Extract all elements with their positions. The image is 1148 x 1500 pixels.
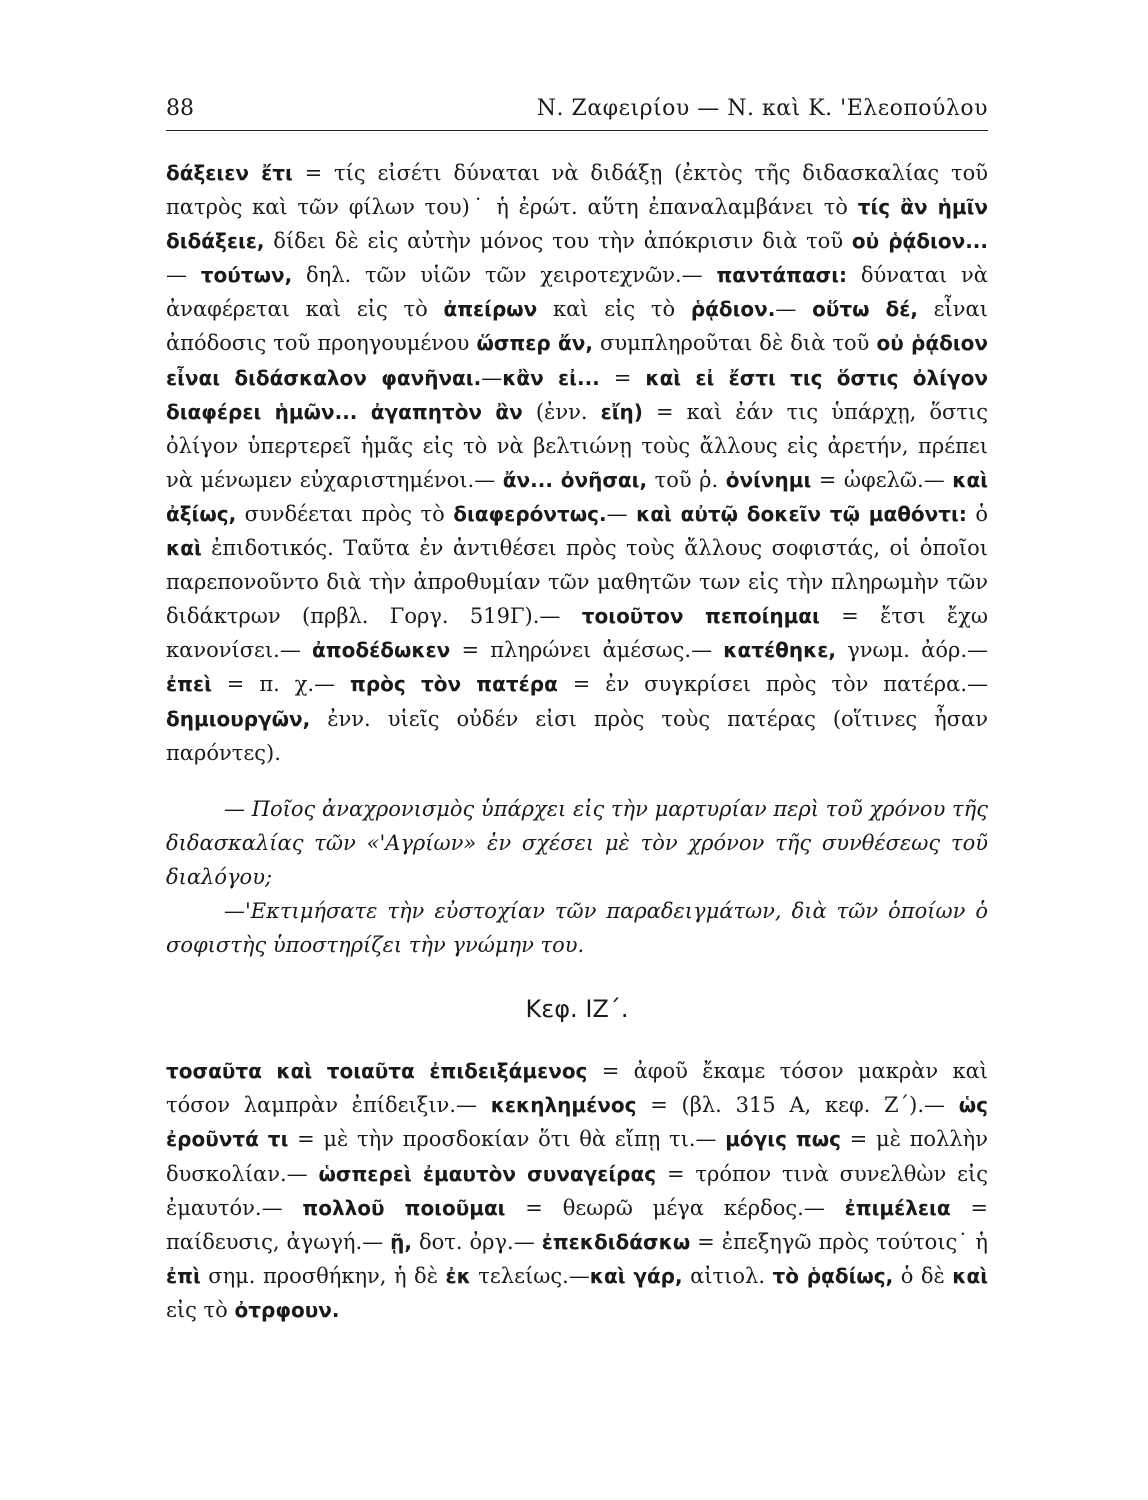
question-1: — Ποῖος ἀναχρονισμὸς ὑπάρχει εἰς τὴν μαρτυρίαν περὶ τοῦ χρόνου τῆς διδασκαλίας τῶν «'Αγρίων» ἐν σχέσει μὲ τὸν χρόνον τῆς συνθέσεως τοῦ διαλόγου; [166, 796, 988, 889]
commentary-paragraph-1 [166, 156, 988, 770]
page-body [166, 156, 988, 1327]
gloss-text: δοτ. ὀργ.— [411, 1229, 542, 1254]
gloss-text: ὁ δὲ [893, 1263, 953, 1288]
lemma-term: τοσαῦτα καὶ τοιαῦτα ἐπιδειξάμενος [166, 1059, 588, 1084]
lemma-term: δημιουργῶν, [166, 706, 311, 731]
gloss-text: = θεωρῶ μέγα κέρδος.— [505, 1195, 845, 1220]
gloss-text: καὶ εἰς τὸ [537, 297, 691, 322]
lemma-term: ἀπείρων [443, 297, 538, 322]
lemma-term: τοιοῦτον πεποίημαι [581, 604, 820, 629]
lemma-term: ἐκ [445, 1263, 471, 1288]
lemma-term: καὶ γάρ, [589, 1263, 683, 1288]
commentary-paragraph-2 [166, 1054, 988, 1327]
lemma-term: ἐπὶ [166, 1263, 201, 1288]
gloss-text: τοῦ ῥ. [647, 467, 726, 492]
lemma-term: ὥσπερ ἄν, [476, 331, 593, 356]
lemma-term: ὀνίνημι [725, 467, 812, 492]
lemma-term: τίς ἂν ἡμῖν διδάξειε, [166, 195, 988, 254]
gloss-text: γνωμ. ἀόρ.— [836, 638, 989, 663]
lemma-term: μόγις πως [725, 1127, 841, 1152]
page-header [166, 96, 988, 131]
lemma-term: ὡσπερεὶ ἐμαυτὸν συναγείρας [318, 1161, 657, 1186]
lemma-term: κεκηλημένος [490, 1093, 637, 1118]
gloss-text: = πληρώνει ἀμέσως.— [450, 638, 724, 663]
gloss-text: (ἐνν. [522, 399, 601, 424]
gloss-text: = ἐπεξηγῶ πρὸς τούτοις˙ ἡ [690, 1229, 988, 1254]
lemma-term: κατέθηκε, [723, 638, 837, 663]
question-2: —'Εκτιμήσατε τὴν εὐστοχίαν τῶν παραδειγμάτων, διὰ τῶν ὁποίων ὁ σοφιστὴς ὑποστηρίζει τὴν γνώμην του. [166, 898, 988, 958]
lemma-term: καὶ ἀξίως, [166, 467, 988, 526]
gloss-text: = τρόπον τινὰ συνελθὼν εἰς ἐμαυτόν.— [166, 1161, 988, 1220]
gloss-text: συμπληροῦται δὲ διὰ τοῦ [592, 331, 877, 356]
lemma-term: ῇ, [390, 1229, 412, 1254]
gloss-text: = π. χ.— [211, 672, 351, 697]
gloss-text: δίδει δὲ εἰς αὐτὴν μόνος του τὴν ἀπόκρισιν διὰ τοῦ [264, 229, 852, 254]
lemma-term: ὀτρφουν. [234, 1297, 340, 1322]
gloss-text: — [481, 365, 503, 390]
gloss-text: εἶναι ἀπόδοσις τοῦ προηγουμένου [166, 297, 988, 356]
lemma-term: ῥᾴδιον. [690, 297, 776, 322]
gloss-text: τελείως.— [470, 1263, 590, 1288]
gloss-text: = ὠφελῶ.— [811, 467, 953, 492]
gloss-text: = ἐν συγκρίσει πρὸς τὸν πατέρα.— [557, 672, 988, 697]
lemma-term: ἀποδέδωκεν [312, 638, 451, 663]
lemma-term: παντάπασι: [716, 263, 848, 288]
gloss-text: — [775, 297, 813, 322]
lemma-term: ὡς ἐροῦντά τι [166, 1093, 988, 1152]
lemma-term: ἄν... ὀνῆσαι, [502, 467, 648, 492]
gloss-text: ὁ [966, 501, 988, 526]
gloss-text: — [606, 501, 637, 526]
lemma-term: οὐ ῥᾴδιον εἶναι διδάσκαλον φανῆναι. [166, 331, 988, 390]
lemma-term: καὶ εἰ ἔστι τις ὅστις ὀλίγον διαφέρει ἡμῶν... ἀγαπητὸν ἂν [166, 365, 988, 424]
lemma-term: τούτων, [200, 263, 293, 288]
lemma-term: τὸ ῥᾳδίως, [772, 1263, 894, 1288]
gloss-text: δηλ. τῶν υἱῶν τῶν χειροτεχνῶν.— [292, 263, 717, 288]
gloss-text: ἐπιδοτικός. Ταῦτα ἐν ἀντιθέσει πρὸς τοὺς ἄλλους σοφιστάς, οἱ ὁποῖοι παρεπονοῦντο διὰ τὴν ἀπροθυμίαν τῶν μαθητῶν των εἰς τὴν πληρωμὴν τῶν διδάκτρων (πρβλ. Γοργ. 519Γ).— [166, 536, 988, 629]
gloss-text: = ἔτσι ἔχω κανονίσει.— [166, 604, 988, 663]
gloss-text: = τίς εἰσέτι δύναται νὰ διδάξῃ (ἐκτὸς τῆς διδασκαλίας τοῦ πατρὸς καὶ τῶν φίλων του)˙ ἡ ἐρώτ. αὕτη ἐπαναλαμβάνει τὸ [166, 161, 988, 220]
lemma-term: οὕτω δέ, [812, 297, 918, 322]
gloss-text: = (βλ. 315 Α, κεφ. Ζ΄).— [636, 1093, 959, 1118]
lemma-term: οὐ ῥᾴδιον... [851, 229, 988, 254]
gloss-text: αἰτιολ. [682, 1263, 773, 1288]
gloss-text: = ἀφοῦ ἔκαμε τόσον μακρὰν καὶ τόσον λαμπρὰν ἐπίδειξιν.— [166, 1059, 988, 1118]
lemma-term: ἐπεκδιδάσκω [541, 1229, 691, 1254]
chapter-heading: Κεφ. ΙΖ΄. [525, 995, 629, 1024]
lemma-term: διαφερόντως. [453, 501, 607, 526]
gloss-text: = καὶ ἐάν τις ὑπάρχῃ, ὅστις ὀλίγον ὑπερτερεῖ ἡμᾶς εἰς τὸ νὰ βελτιώνῃ τοὺς ἄλλους εἰς ἀρετήν, πρέπει νὰ μένωμεν εὐχαριστημένοι.— [166, 399, 988, 492]
lemma-term: καὶ [166, 536, 202, 561]
lemma-term: ἐπεὶ [166, 672, 212, 697]
gloss-text: συνδέεται πρὸς τὸ [236, 501, 454, 526]
lemma-term: πρὸς τὸν πατέρα [350, 672, 558, 697]
lemma-term: δάξειεν ἔτι [166, 161, 293, 185]
gloss-text: δύναται νὰ ἀναφέρεται καὶ εἰς τὸ [166, 263, 988, 322]
running-title: Ν. Ζαφειρίου — Ν. καὶ Κ. 'Ελεοπούλου [536, 96, 988, 121]
gloss-text: σημ. προσθήκην, ἡ δὲ [200, 1263, 446, 1288]
gloss-text: = παίδευσις, ἀγωγή.— [166, 1195, 988, 1254]
gloss-text: = μὲ πολλὴν δυσκολίαν.— [166, 1127, 989, 1186]
gloss-text: ἐνν. υἱεῖς οὐδέν εἰσι πρὸς τοὺς πατέρας (οἵτινες ἦσαν παρόντες). [166, 706, 988, 765]
page-number: 88 [166, 96, 194, 121]
lemma-term: καὶ [952, 1263, 989, 1288]
lemma-term: ἐπιμέλεια [844, 1195, 951, 1220]
lemma-term: καὶ αὐτῷ δοκεῖν τῷ μαθόντι: [636, 501, 967, 526]
lemma-term: εἴη) [600, 399, 643, 424]
gloss-text: = [599, 365, 646, 390]
gloss-text: — [166, 263, 201, 288]
lemma-term: κἂν εἰ... [502, 365, 600, 390]
study-questions [166, 792, 988, 962]
gloss-text: = μὲ τὴν προσδοκίαν ὅτι θὰ εἴπῃ τι.— [288, 1127, 726, 1152]
lemma-term: πολλοῦ ποιοῦμαι [302, 1195, 506, 1220]
gloss-text: εἰς τὸ [166, 1297, 235, 1322]
